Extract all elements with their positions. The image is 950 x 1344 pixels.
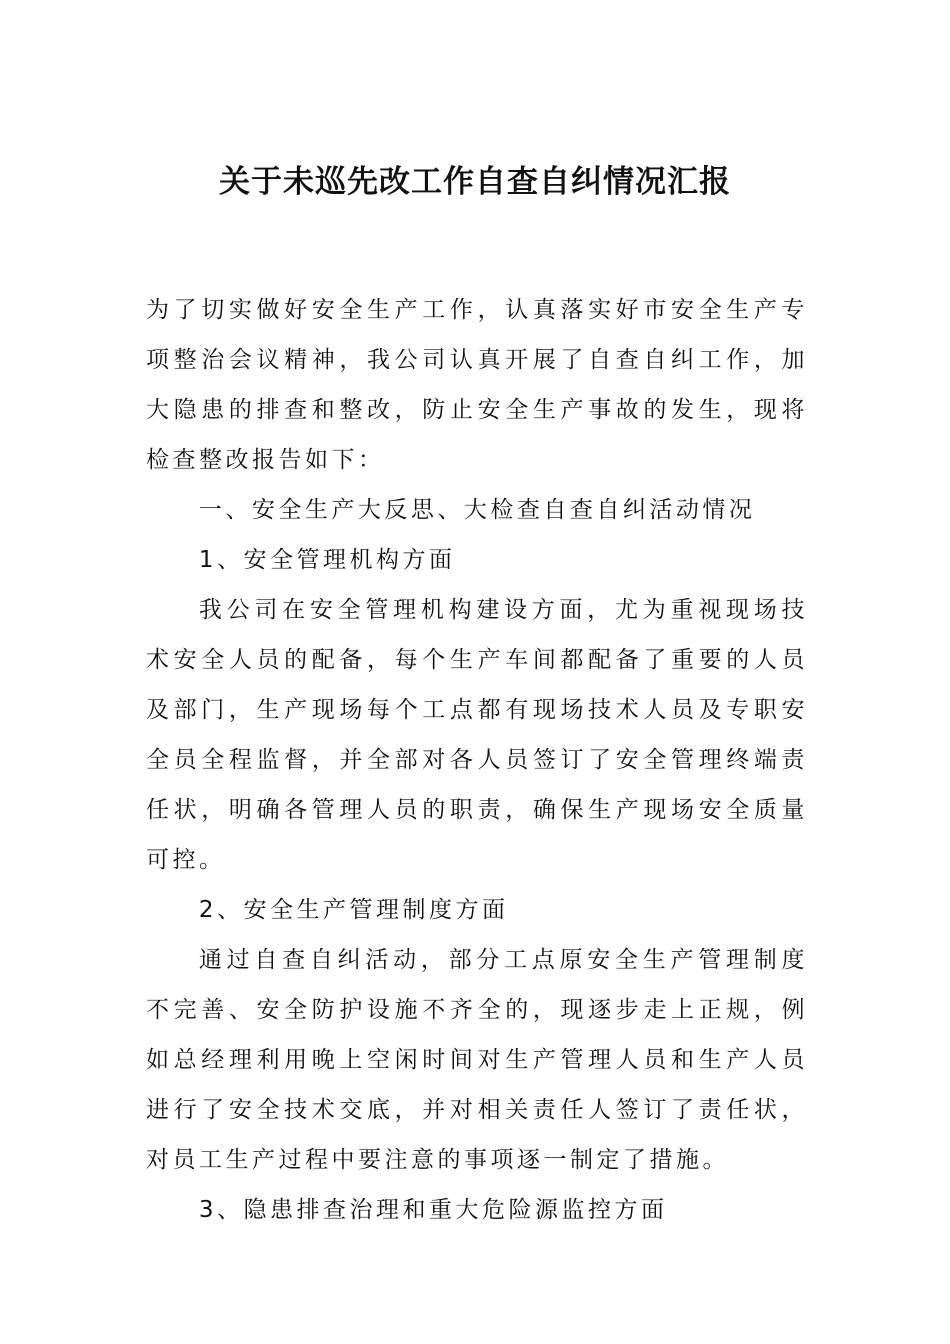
document-body [146,285,808,1235]
section-heading-1: 一、安全生产大反思、大检查自查自纠活动情况 [198,497,756,523]
subsection-heading-2: 2、安全生产管理制度方面 [198,897,509,923]
paragraph-system-body: 通过自查自纠活动，部分工点原安全生产管理制度不完善、安全防护设施不齐全的，现逐步走上正规，例如总经理利用晚上空闲时间对生产管理人员和生产人员进行了安全技术交底，并对相关责任人签订了责任状，对员工生产过程中要注意的事项逐一制定了措施。 [146,947,808,1173]
document-title: 关于未巡先改工作自查自纠情况汇报 [219,164,731,200]
paragraph-management-body: 我公司在安全管理机构建设方面，尤为重视现场技术安全人员的配备，每个生产车间都配备了重要的人员及部门，生产现场每个工点都有现场技术人员及专职安全员全程监督，并全部对各人员签订了安全管理终端责任状，明确各管理人员的职责，确保生产现场安全质量可控。 [146,597,808,873]
subsection-heading-1: 1、安全管理机构方面 [198,547,456,573]
subsection-heading-3: 3、隐患排查治理和重大危险源监控方面 [198,1197,668,1223]
paragraph-intro: 为了切实做好安全生产工作，认真落实好市安全生产专项整治会议精神，我公司认真开展了自查自纠工作，加大隐患的排查和整改，防止安全生产事故的发生，现将检查整改报告如下： [146,297,808,473]
